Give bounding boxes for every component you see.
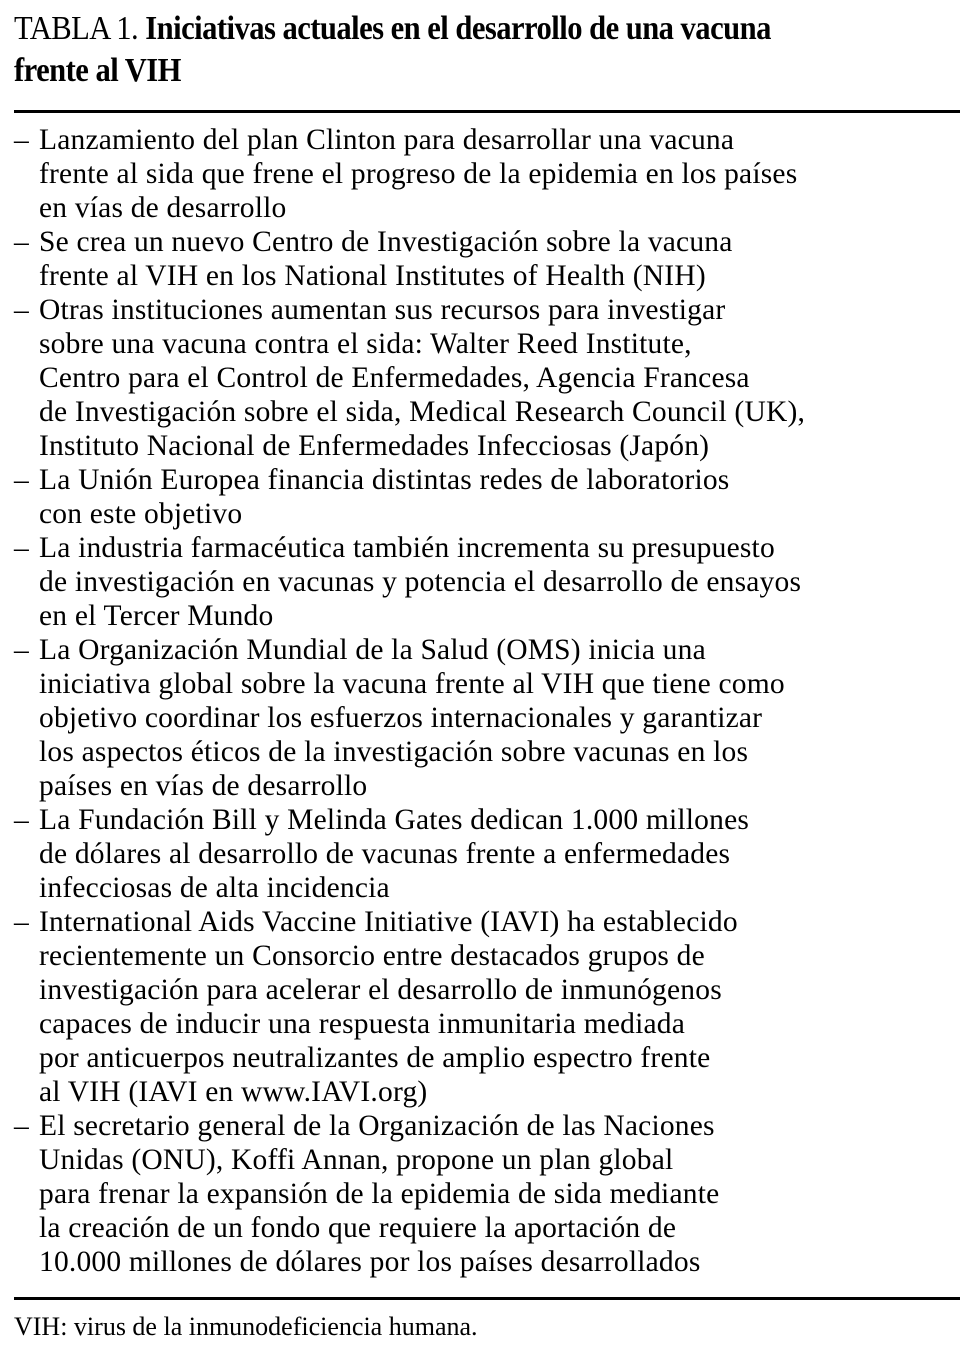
list-item — [14, 803, 960, 905]
list-item-line: la creación de un fondo que requiere la aportación de — [39, 1212, 677, 1244]
list-item-line: en vías de desarrollo — [39, 192, 287, 224]
bullet-dash: – — [14, 1110, 29, 1142]
list-item-line: International Aids Vaccine Initiative (IAVI) ha establecido — [39, 906, 738, 938]
list-item-line: recientemente un Consorcio entre destacados grupos de — [39, 940, 705, 972]
table-title-text: Iniciativas actuales en el desarrollo de una vacuna — [145, 10, 771, 47]
list-item-line: los aspectos éticos de la investigación sobre vacunas en los — [39, 736, 749, 768]
list-item-line: con este objetivo — [39, 498, 243, 530]
list-item-line: El secretario general de la Organización de las Naciones — [39, 1110, 715, 1142]
bullet-dash: – — [14, 294, 29, 326]
bullet-dash: – — [14, 532, 29, 564]
list-item-line: La Unión Europea financia distintas redes de laboratorios — [39, 464, 730, 496]
list-item — [14, 633, 960, 803]
list-item-line: Otras instituciones aumentan sus recursos para investigar — [39, 294, 726, 326]
bullet-dash: – — [14, 634, 29, 666]
list-item-line: de dólares al desarrollo de vacunas frente a enfermedades — [39, 838, 731, 870]
list-item-line: capaces de inducir una respuesta inmunitaria mediada — [39, 1008, 686, 1040]
bullet-dash: – — [14, 804, 29, 836]
list-item-line: Centro para el Control de Enfermedades, Agencia Francesa — [39, 362, 750, 394]
list-item-line: Lanzamiento del plan Clinton para desarrollar una vacuna — [39, 124, 735, 156]
list-item-line: sobre una vacuna contra el sida: Walter Reed Institute, — [39, 328, 692, 360]
list-item-line: frente al sida que frene el progreso de la epidemia en los países — [39, 158, 798, 190]
initiatives-list — [14, 123, 960, 1279]
list-item-line: infecciosas de alta incidencia — [39, 872, 390, 904]
top-rule — [14, 110, 960, 113]
list-item-line: Unidas (ONU), Koffi Annan, propone un plan global — [39, 1144, 674, 1176]
list-item — [14, 463, 960, 531]
list-item-line: La Organización Mundial de la Salud (OMS) inicia una — [39, 634, 706, 666]
list-item-line: países en vías de desarrollo — [39, 770, 368, 802]
list-item-line: investigación para acelerar el desarrollo de inmunógenos — [39, 974, 722, 1006]
bullet-dash: – — [14, 464, 29, 496]
table-container — [14, 8, 960, 1341]
bottom-rule — [14, 1297, 960, 1300]
list-item — [14, 293, 960, 463]
bullet-dash: – — [14, 226, 29, 258]
list-item — [14, 123, 960, 225]
list-item-line: La industria farmacéutica también incrementa su presupuesto — [39, 532, 775, 564]
list-item — [14, 225, 960, 293]
list-item-line: al VIH (IAVI en www.IAVI.org) — [39, 1076, 428, 1108]
table-title-text-line2: frente al VIH — [14, 52, 181, 89]
list-item-line: objetivo coordinar los esfuerzos internacionales y garantizar — [39, 702, 763, 734]
table-footnote: VIH: virus de la inmunodeficiencia humana. — [14, 1312, 478, 1341]
list-item-line: Instituto Nacional de Enfermedades Infecciosas (Japón) — [39, 430, 710, 462]
table-title — [14, 8, 959, 92]
list-item-line: para frenar la expansión de la epidemia de sida mediante — [39, 1178, 720, 1210]
bullet-dash: – — [14, 906, 29, 938]
list-item-line: de Investigación sobre el sida, Medical Research Council (UK), — [39, 396, 806, 428]
bullet-dash: – — [14, 124, 29, 156]
list-item-line: 10.000 millones de dólares por los países desarrollados — [39, 1246, 701, 1278]
list-item-line: iniciativa global sobre la vacuna frente al VIH que tiene como — [39, 668, 785, 700]
list-item-line: por anticuerpos neutralizantes de amplio espectro frente — [39, 1042, 711, 1074]
list-item-line: frente al VIH en los National Institutes of Health (NIH) — [39, 260, 706, 292]
list-item-line: de investigación en vacunas y potencia el desarrollo de ensayos — [39, 566, 802, 598]
list-item-line: en el Tercer Mundo — [39, 600, 274, 632]
table-label: TABLA 1. — [14, 10, 139, 47]
list-item-line: Se crea un nuevo Centro de Investigación sobre la vacuna — [39, 226, 733, 258]
list-item — [14, 905, 960, 1109]
list-item — [14, 1109, 960, 1279]
list-item — [14, 531, 960, 633]
list-item-line: La Fundación Bill y Melinda Gates dedican 1.000 millones — [39, 804, 750, 836]
